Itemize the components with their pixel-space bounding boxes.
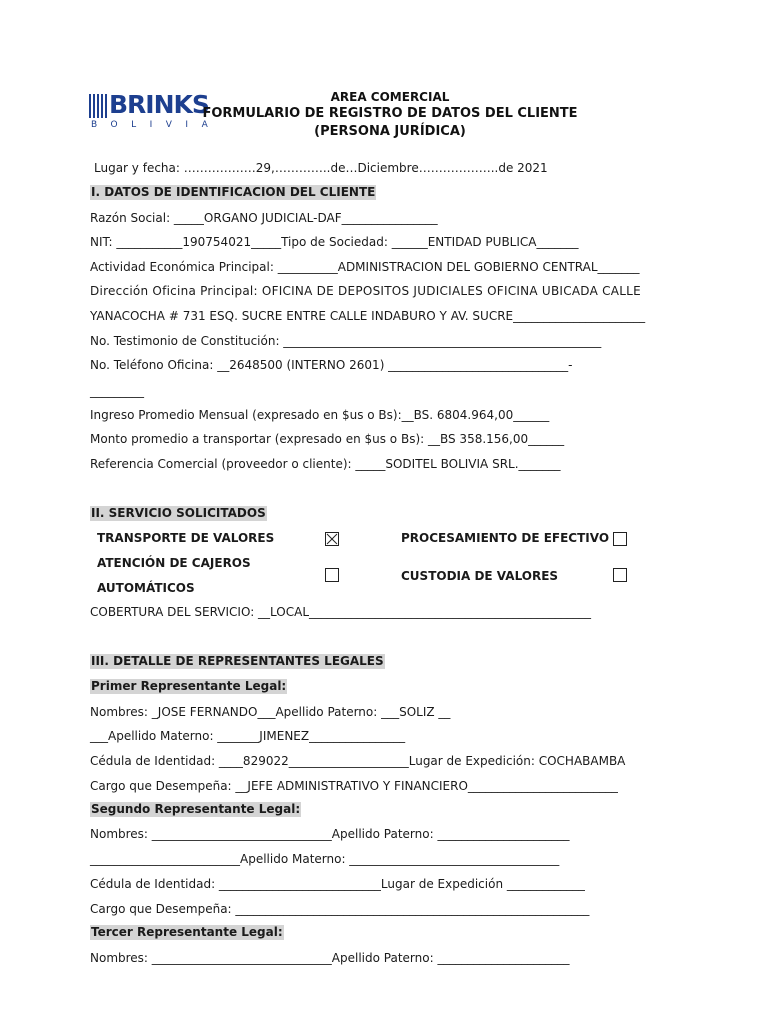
cobertura-field[interactable]: COBERTURA DEL SERVICIO: __LOCAL_______________________________________________: [90, 605, 592, 619]
procesamiento-checkbox[interactable]: [613, 532, 627, 546]
segundo-nombres-field[interactable]: Nombres: ______________________________Apellido Paterno: ______________________: [90, 827, 570, 841]
logo-country: BOLIVIA: [91, 120, 222, 130]
transporte-label: TRANSPORTE DE VALORES: [97, 531, 275, 545]
logo-bars-icon: [89, 94, 111, 118]
form-title: FORMULARIO DE REGISTRO DE DATOS DEL CLIENTE: [202, 106, 578, 121]
segundo-materno-field[interactable]: _________________________Apellido Materno: ___________________________________: [90, 852, 560, 866]
monto-field[interactable]: Monto promedio a transportar (expresado en $us o Bs): __BS 358.156,00______: [90, 432, 565, 446]
direccion-field-line-1[interactable]: Dirección Oficina Principal: OFICINA DE DEPOSITOS JUDICIALES OFICINA UBICADA CALLE: [90, 284, 641, 298]
section-1-title: I. DATOS DE IDENTIFICACION DEL CLIENTE: [91, 185, 376, 199]
primer-cargo-field[interactable]: Cargo que Desempeña: __JEFE ADMINISTRATIVO Y FINANCIERO_________________________: [90, 779, 618, 793]
testimonio-field[interactable]: No. Testimonio de Constitución: _____________________________________________________: [90, 334, 602, 348]
atencion-checkbox[interactable]: [325, 568, 339, 582]
actividad-value: __________ADMINISTRACION DEL GOBIERNO CENTRAL_______: [273, 260, 640, 274]
form-subtitle: (PERSONA JURÍDICA): [314, 124, 466, 139]
custodia-checkbox[interactable]: [613, 568, 627, 582]
atencion-label-line-2: AUTOMÁTICOS: [97, 581, 195, 595]
check-x-icon: [326, 533, 338, 545]
primer-nombres-field[interactable]: Nombres: _JOSE FERNANDO___Apellido Paterno: ___SOLIZ __: [90, 705, 451, 719]
telefono-field[interactable]: No. Teléfono Oficina: __2648500 (INTERNO 2601) ______________________________-: [90, 358, 573, 372]
actividad-label: Actividad Económica Principal:: [90, 260, 274, 274]
actividad-field[interactable]: [90, 259, 640, 275]
referencia-field[interactable]: Referencia Comercial (proveedor o cliente): _____SODITEL BOLIVIA SRL._______: [90, 457, 561, 471]
tercer-representante-title: Tercer Representante Legal:: [91, 925, 283, 939]
telefono-field-cont[interactable]: _________: [90, 384, 144, 398]
transporte-checkbox[interactable]: [325, 532, 339, 546]
place-date-field[interactable]: Lugar y fecha: ………………29,…………..de…Diciembre………………..de 2021: [94, 161, 548, 175]
custodia-label: CUSTODIA DE VALORES: [401, 569, 559, 583]
atencion-label-line-1: ATENCIÓN DE CAJEROS: [97, 556, 251, 570]
primer-representante-title: Primer Representante Legal:: [91, 679, 287, 693]
tercer-nombres-field[interactable]: Nombres: ______________________________Apellido Paterno: ______________________: [90, 951, 570, 965]
ingreso-field[interactable]: Ingreso Promedio Mensual (expresado en $us o Bs):__BS. 6804.964,00______: [90, 408, 550, 422]
section-2-title: II. SERVICIO SOLICITADOS: [91, 506, 266, 520]
nit-field[interactable]: NIT: ___________190754021_____Tipo de Sociedad: ______ENTIDAD PUBLICA_______: [90, 235, 579, 249]
segundo-cargo-field[interactable]: Cargo que Desempeña: ___________________________________________________________: [90, 902, 590, 916]
primer-cedula-field[interactable]: Cédula de Identidad: ____829022____________________Lugar de Expedición: COCHABAMBA: [90, 754, 626, 768]
primer-materno-field[interactable]: ___Apellido Materno: _______JIMENEZ________________: [90, 729, 406, 743]
direccion-field-line-2[interactable]: YANACOCHA # 731 ESQ. SUCRE ENTRE CALLE INDABURO Y AV. SUCRE______________________: [90, 309, 646, 323]
procesamiento-label: PROCESAMIENTO DE EFECTIVO: [401, 531, 610, 545]
area-heading: AREA COMERCIAL: [330, 90, 450, 104]
logo-brand: BRINKS: [109, 90, 209, 119]
segundo-representante-title: Segundo Representante Legal:: [91, 802, 301, 816]
razon-social-field[interactable]: Razón Social: _____ORGANO JUDICIAL-DAF________________: [90, 211, 438, 225]
segundo-cedula-field[interactable]: Cédula de Identidad: ___________________________Lugar de Expedición _____________: [90, 877, 585, 891]
section-3-title: III. DETALLE DE REPRESENTANTES LEGALES: [91, 654, 384, 668]
